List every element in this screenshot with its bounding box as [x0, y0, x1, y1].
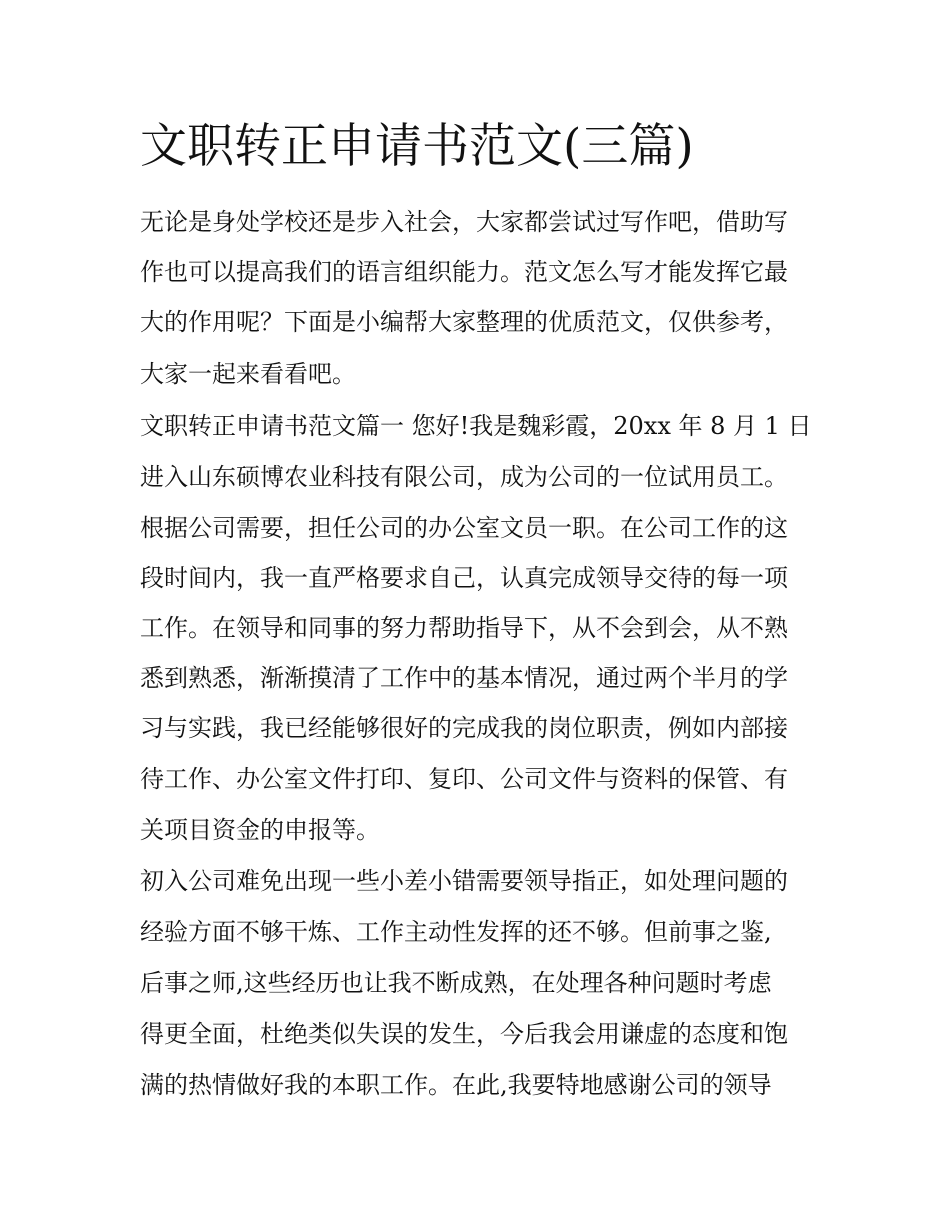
text-line: 满的热情做好我的本职工作。在此,我要特地感谢公司的领导 — [140, 1071, 772, 1099]
text-line: 工作。在领导和同事的努力帮助指导下，从不会到会，从不熟 — [140, 614, 788, 642]
text-line: 习与实践，我已经能够很好的完成我的岗位职责，例如内部接 — [140, 714, 788, 742]
text-line: 根据公司需要，担任公司的办公室文员一职。在公司工作的这 — [140, 514, 788, 542]
text-line: 作也可以提高我们的语言组织能力。范文怎么写才能发挥它最 — [140, 258, 788, 286]
text-line: 大的作用呢？下面是小编帮大家整理的优质范文，仅供参考， — [140, 308, 788, 336]
text-line: 关项目资金的申报等。 — [140, 816, 380, 844]
text-line: 初入公司难免出现一些小差小错需要领导指正，如处理问题的 — [140, 867, 788, 895]
text-line: 后事之师,这些经历也让我不断成熟，在处理各种问题时考虑 — [140, 969, 772, 997]
text-line: 悉到熟悉，渐渐摸清了工作中的基本情况，通过两个半月的学 — [140, 664, 788, 692]
text-line: 进入山东硕博农业科技有限公司，成为公司的一位试用员工。 — [140, 463, 788, 491]
document-title: 文职转正申请书范文(三篇) — [140, 119, 694, 174]
text-line: 段时间内，我一直严格要求自己，认真完成领导交待的每一项 — [140, 564, 788, 592]
text-line: 待工作、办公室文件打印、复印、公司文件与资料的保管、有 — [140, 765, 788, 793]
text-line: 文职转正申请书范文篇一 您好!我是魏彩霞，20xx 年 8 月 1 日 — [140, 412, 812, 440]
text-line: 无论是身处学校还是步入社会，大家都尝试过写作吧，借助写 — [140, 208, 788, 236]
text-line: 得更全面，杜绝类似失误的发生，今后我会用谦虚的态度和饱 — [140, 1020, 788, 1048]
text-line: 经验方面不够干炼、工作主动性发挥的还不够。但前事之鉴, — [140, 918, 772, 946]
text-line: 大家一起来看看吧。 — [140, 360, 356, 388]
